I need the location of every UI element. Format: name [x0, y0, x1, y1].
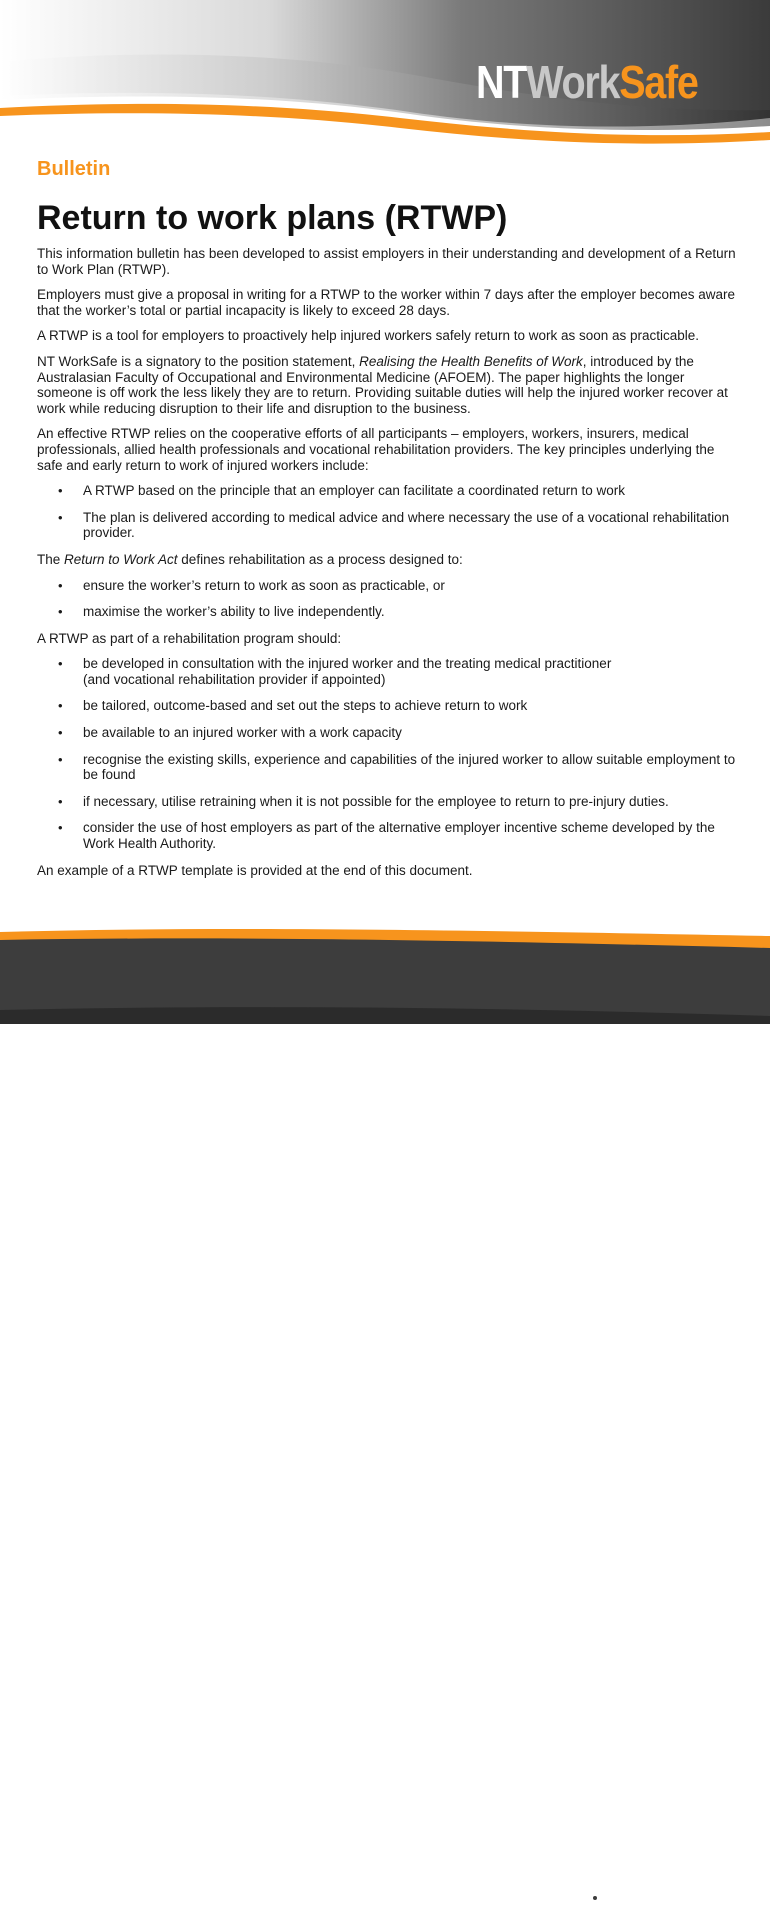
intro-paragraph: This information bulletin has been developed to assist employers in their understanding and development of a Return to Work Plan (RTWP).: [37, 246, 736, 277]
page-title: Return to work plans (RTWP): [37, 199, 508, 237]
bullet-icon: •: [58, 604, 63, 620]
list-item-text: consider the use of host employers as part of the alternative employer incentive scheme developed by the Work Health Authority.: [83, 820, 715, 852]
bulletin-label: Bulletin: [37, 158, 111, 180]
act-text-after: defines rehabilitation as a process designed to:: [177, 551, 463, 567]
gov-logo-line1: Northern Territory: [616, 1878, 714, 1892]
bullet-icon: •: [58, 751, 63, 767]
list-item-text: maximise the worker’s ability to live independently.: [83, 604, 385, 620]
list-item-text: recognise the existing skills, experience and capabilities of the injured worker to allow suitable employment to be found: [83, 751, 736, 783]
position-statement-text-before: NT WorkSafe is a signatory to the position statement,: [37, 353, 360, 369]
proposal-paragraph: Employers must give a proposal in writing for a RTWP to the worker within 7 days after the employer becomes aware that the worker’s total or partial incapacity is likely to exceed 28 days.: [37, 287, 736, 318]
rtwp-requirements-intro: A RTWP as part of a rehabilitation program should:: [37, 630, 342, 646]
bullet-icon: •: [58, 793, 63, 809]
list-item-text-continued: (and vocational rehabilitation provider if appointed): [83, 671, 386, 687]
list-item: [37, 483, 737, 499]
position-statement-title: Realising the Health Benefits of Work: [359, 353, 583, 369]
logo-part-nt: NT: [476, 56, 527, 108]
list-item: [37, 820, 737, 851]
worksafe-website-link[interactable]: www.worksafe.nt.gov.au: [37, 1886, 198, 1903]
list-item: [37, 604, 737, 620]
bullet-icon: •: [58, 725, 63, 741]
logo-part-work: Work: [526, 56, 620, 108]
bullet-icon: •: [58, 577, 63, 593]
list-item-text: The plan is delivered according to medical advice and where necessary the use of a vocational rehabilitation provider.: [83, 509, 730, 541]
position-statement-paragraph: [37, 354, 737, 416]
act-definition-paragraph: [37, 552, 737, 568]
key-principles-list: [37, 483, 737, 541]
list-item-text: A RTWP based on the principle that an employer can facilitate a coordinated return to work: [83, 483, 626, 499]
logo-part-safe: Safe: [619, 56, 698, 108]
position-statement-text-after: , introduced by the Australasian Faculty of Occupational and Environmental Medicine (AFOEM). The paper highlights the longer someone is off work the less likely they are to return. Providing suitable duties will help the injured worker recover at work while reducing disruption to their life and disruption to the business.: [37, 353, 728, 416]
list-item: [37, 510, 737, 541]
bullet-icon: •: [58, 656, 63, 672]
bullet-icon: •: [58, 820, 63, 836]
bullet-icon: •: [58, 698, 63, 714]
gov-logo-line2: Government: [616, 1891, 731, 1912]
floral-emblem-icon: [578, 1881, 612, 1915]
template-note-paragraph: An example of a RTWP template is provided at the end of this document.: [37, 862, 473, 878]
list-item: [37, 752, 737, 783]
rehabilitation-purpose-list: [37, 578, 737, 620]
act-title: Return to Work Act: [64, 551, 178, 567]
page-header: [0, 0, 770, 150]
bullet-icon: •: [58, 509, 63, 525]
page-footer: [0, 928, 770, 1912]
list-item-text: be developed in consultation with the injured worker and the treating medical practitioner: [83, 656, 612, 672]
rtwp-requirements-list: [37, 656, 737, 851]
ntworksafe-logo: [476, 56, 698, 108]
list-item: [37, 794, 737, 810]
list-item-text: if necessary, utilise retraining when it is not possible for the employee to return to pre-injury duties.: [83, 793, 669, 809]
bullet-icon: •: [58, 483, 63, 499]
bulletin-content: [37, 156, 737, 888]
list-item: [37, 578, 737, 594]
tool-paragraph: A RTWP is a tool for employers to proactively help injured workers safely return to work as soon as practicable.: [37, 328, 700, 344]
act-text-before: The: [37, 551, 65, 567]
list-item: [37, 725, 737, 741]
list-item-text: ensure the worker’s return to work as soon as practicable, or: [83, 577, 445, 593]
list-item: [37, 656, 737, 687]
footer-banner-graphic: [0, 928, 770, 1024]
list-item-text: be tailored, outcome-based and set out the steps to achieve return to work: [83, 698, 528, 714]
list-item-text: be available to an injured worker with a work capacity: [83, 725, 402, 741]
list-item: [37, 698, 737, 714]
cooperative-efforts-paragraph: An effective RTWP relies on the cooperative efforts of all participants – employers, workers, insurers, medical professionals, allied health professionals and vocational rehabilitation providers. The key principles underlying the safe and early return to work of injured workers include:: [37, 426, 715, 473]
